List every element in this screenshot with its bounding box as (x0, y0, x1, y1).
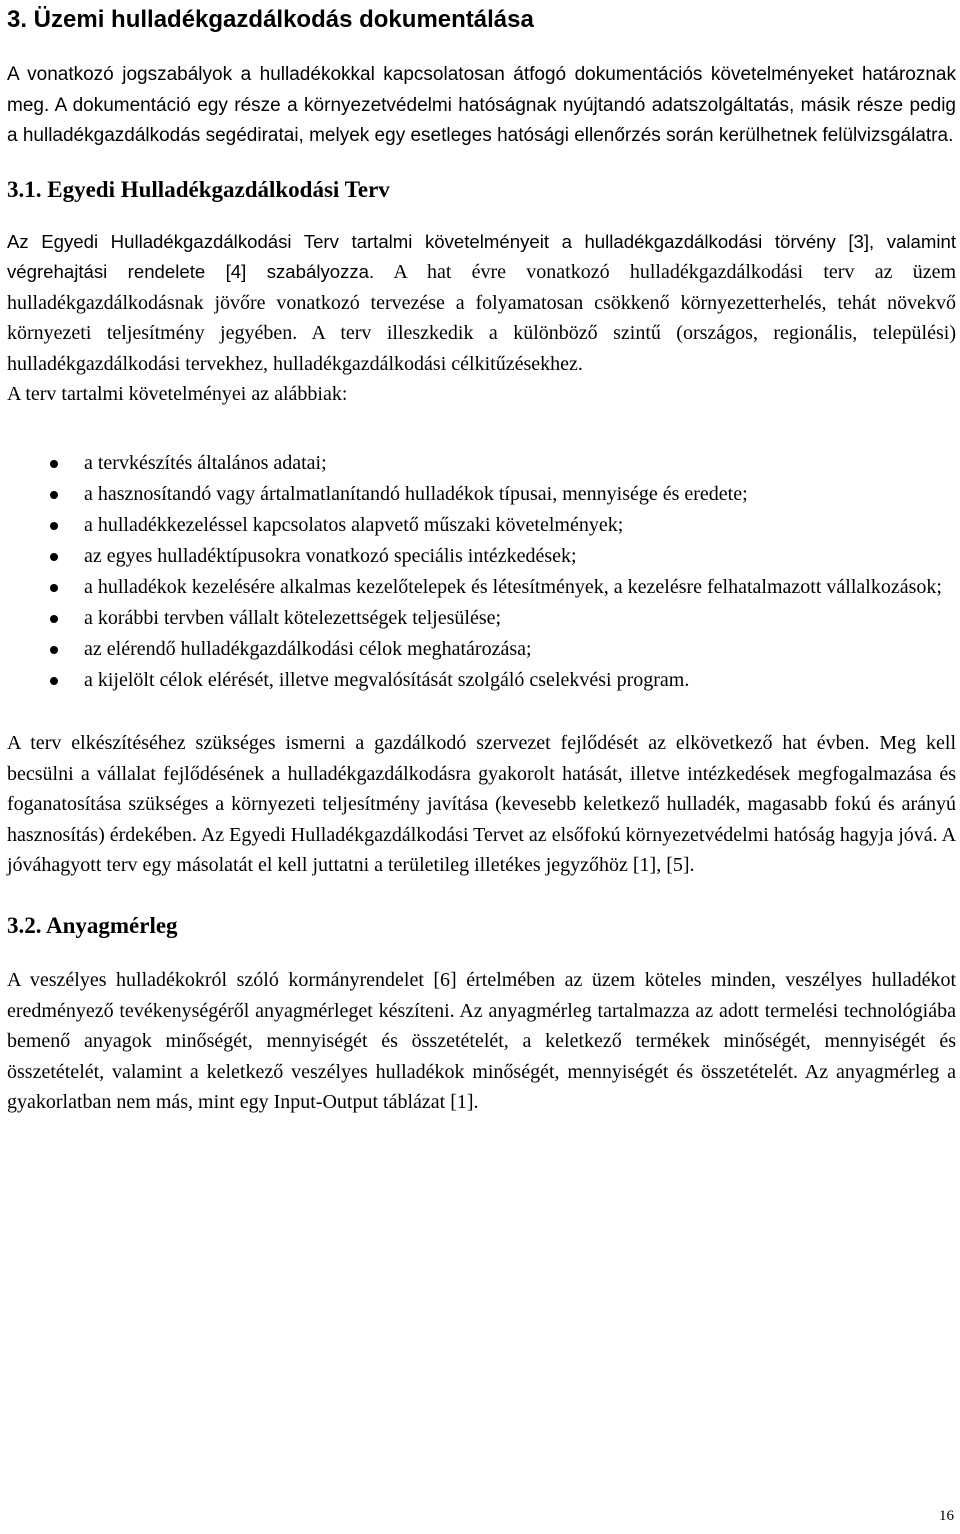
section-3-2-heading: 3.2. Anyagmérleg (7, 913, 178, 939)
bullet-icon (50, 553, 58, 561)
list-item: a kijelölt célok elérését, illetve megvalósítását szolgáló cselekvési program. (7, 665, 956, 696)
bullet-icon (50, 491, 58, 499)
list-item: a hulladékok kezelésére alkalmas kezelőtelepek és létesítmények, a kezelésre felhatalmazott vállalkozások; (7, 572, 956, 603)
document-page (7, 0, 956, 1118)
list-item: a tervkészítés általános adatai; (7, 448, 956, 479)
bullet-icon (50, 460, 58, 468)
section-3-heading: 3. Üzemi hulladékgazdálkodás dokumentálása (7, 6, 534, 33)
list-item: az egyes hulladéktípusokra vonatkozó speciális intézkedések; (7, 541, 956, 572)
section-3-2-paragraph: A veszélyes hulladékokról szóló kormányrendelet [6] értelmében az üzem köteles minden, veszélyes hulladékot eredményező tevékenységéről anyagmérleget készíteni. Az anyagmérleg tartalmazza az adott termelési technológiába bemenő anyagok minőségét, mennyiségét és összetételét, a keletkező termékek minőségét, mennyiségét és összetételét, valamint a keletkező veszélyes hulladékok minőségét, mennyiségét és összetételét. Az anyagmérleg a gyakorlatban nem más, mint egy Input-Output táblázat [1]. (7, 969, 956, 1114)
bullet-icon (50, 646, 58, 654)
section-3-1-paragraph (7, 227, 956, 380)
list-item: a hulladékkezeléssel kapcsolatos alapvető műszaki követelmények; (7, 510, 956, 541)
list-item: az elérendő hulladékgazdálkodási célok meghatározása; (7, 634, 956, 665)
section-3-1-heading: 3.1. Egyedi Hulladékgazdálkodási Terv (7, 176, 390, 202)
section-3-1-paragraph-lead: Az Egyedi Hulladékgazdálkodási Terv tartalmi követelményeit a hulladékgazdálkodási törvény [3], valamint végrehajtási rendelete [4] szabályozza. (7, 230, 956, 283)
requirements-intro: A terv tartalmi követelményei az alábbiak: (7, 383, 348, 406)
bullet-icon (50, 584, 58, 592)
section-3-intro: A vonatkozó jogszabályok a hulladékokkal kapcsolatosan átfogó dokumentációs követelményeket határoznak meg. A dokumentáció egy része a környezetvédelmi hatóságnak nyújtandó adatszolgáltatás, másik része pedig a hulladékgazdálkodás segédiratai, melyek egy esetleges hatósági ellenőrzés során kerülhetnek felülvizsgálatra. (7, 64, 956, 146)
list-item: a korábbi tervben vállalt kötelezettségek teljesülése; (7, 603, 956, 634)
page-number: 16 (939, 1508, 954, 1524)
bullet-icon (50, 615, 58, 623)
list-item: a hasznosítandó vagy ártalmatlanítandó hulladékok típusai, mennyisége és eredete; (7, 479, 956, 510)
requirements-list (7, 448, 956, 696)
bullet-icon (50, 522, 58, 530)
section-3-1-paragraph-body: A hat évre vonatkozó hulladékgazdálkodási terv az üzem hulladékgazdálkodásnak jövőre vonatkozó tervezése a folyamatosan csökkenő környezetterhelés, tehát növekvő környezeti teljesítmény jegyében. A terv illeszkedik a különböző szintű (országos, regionális, települési) hulladékgazdálkodási tervekhez, hulladékgazdálkodási célkitűzésekhez. (7, 261, 957, 375)
bullet-icon (50, 677, 58, 685)
section-3-1-paragraph-2: A terv elkészítéséhez szükséges ismerni a gazdálkodó szervezet fejlődését az elkövetkező hat évben. Meg kell becsülni a vállalat fejlődésének a hulladékgazdálkodásra gyakorolt hatását, illetve intézkedések megfogalmazása és foganatosítása szükséges a környezeti teljesítmény javítása (kevesebb keletkező hulladék, magasabb fokú és arányú hasznosítás) érdekében. Az Egyedi Hulladékgazdálkodási Tervet az elsőfokú környezetvédelmi hatóság hagyja jóvá. A jóváhagyott terv egy másolatát el kell juttatni a területileg illetékes jegyzőhöz [1], [5]. (7, 732, 957, 877)
